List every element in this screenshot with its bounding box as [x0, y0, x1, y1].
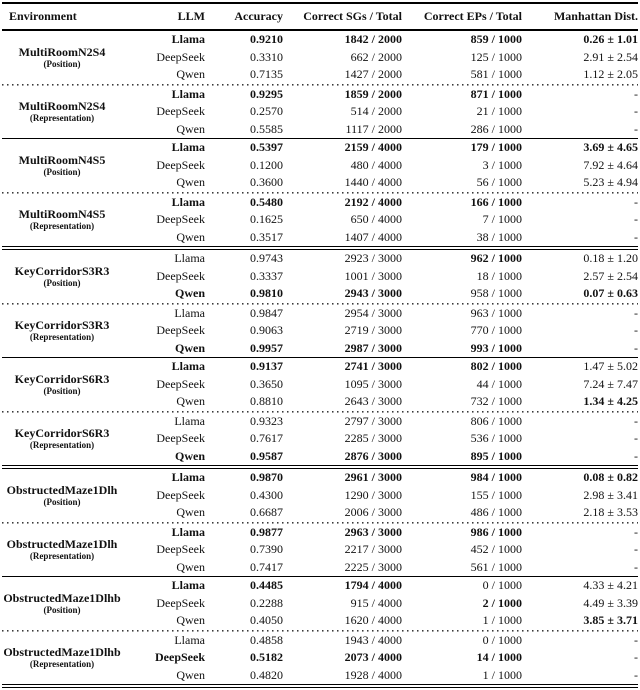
accuracy-cell: 0.9810: [250, 286, 283, 300]
correct-eps-cell: 18 / 1000: [476, 268, 522, 283]
accuracy-cell: 0.7135: [250, 67, 283, 81]
manhattan-dist-cell: 0.26 ± 1.01: [583, 32, 638, 46]
accuracy-cell: 0.9870: [250, 470, 283, 484]
correct-eps-cell: 986 / 1000: [470, 524, 522, 539]
accuracy-cell: 0.2570: [250, 104, 283, 118]
llm-cell: Qwen: [176, 175, 205, 189]
column-header-correct-eps: Correct EPs / Total: [402, 3, 522, 30]
environment-variant: (Position): [43, 604, 81, 615]
accuracy-cell: 0.9587: [250, 448, 283, 463]
environment-variant: (Position): [43, 58, 81, 69]
correct-sgs-cell: 2719 / 3000: [344, 323, 402, 337]
llm-cell: Llama: [171, 578, 205, 592]
accuracy-cell: 0.9743: [250, 251, 283, 265]
accuracy-cell: 0.3310: [250, 49, 283, 64]
correct-sgs-cell: 480 / 4000: [350, 157, 402, 172]
column-header-environment: Environment: [2, 3, 122, 30]
manhattan-dist-cell: 1.34 ± 4.25: [583, 394, 638, 408]
llm-cell: Qwen: [176, 613, 205, 627]
correct-eps-cell: 44 / 1000: [476, 376, 522, 391]
correct-sgs-cell: 2643 / 3000: [344, 394, 402, 408]
table-row: [2, 413, 638, 431]
correct-sgs-cell: 2217 / 3000: [344, 542, 402, 556]
environment-cell: [2, 250, 122, 303]
environment-cell: [2, 30, 122, 84]
correct-sgs-cell: 1842 / 2000: [344, 32, 402, 46]
accuracy-cell: 0.4485: [250, 578, 283, 592]
accuracy-cell: 0.7617: [250, 431, 283, 445]
correct-eps-cell: 3 / 1000: [482, 157, 522, 172]
environment-variant: (Representation): [29, 221, 95, 232]
llm-cell: Qwen: [175, 340, 205, 355]
correct-sgs-cell: 2954 / 3000: [344, 305, 402, 320]
correct-eps-cell: 962 / 1000: [470, 251, 522, 265]
separator-row: [2, 684, 638, 688]
correct-eps-cell: 125 / 1000: [470, 49, 522, 64]
llm-cell: Llama: [171, 194, 205, 209]
correct-sgs-cell: 2073 / 4000: [344, 650, 402, 664]
accuracy-cell: 0.9210: [250, 32, 283, 46]
manhattan-dist-cell: -: [634, 632, 638, 647]
manhattan-dist-cell: -: [634, 650, 638, 664]
llm-cell: Qwen: [176, 121, 205, 136]
manhattan-dist-cell: 2.98 ± 3.41: [583, 487, 638, 502]
environment-name: ObstructedMaze1Dlhb: [3, 645, 121, 660]
llm-cell: DeepSeek: [156, 542, 205, 556]
correct-sgs-cell: 1117 / 2000: [345, 121, 402, 136]
correct-eps-cell: 2 / 1000: [482, 595, 522, 610]
llm-cell: Qwen: [175, 286, 205, 300]
correct-eps-cell: 286 / 1000: [470, 121, 522, 136]
table-row: [2, 577, 638, 595]
correct-sgs-cell: 915 / 4000: [350, 595, 402, 610]
double-rule: [2, 684, 638, 688]
correct-eps-cell: 859 / 1000: [470, 32, 522, 46]
correct-sgs-cell: 1440 / 4000: [344, 175, 402, 189]
accuracy-cell: 0.9063: [250, 323, 283, 337]
correct-sgs-cell: 1290 / 3000: [344, 487, 402, 502]
environment-cell: [2, 305, 122, 358]
manhattan-dist-cell: 0.07 ± 0.63: [583, 286, 638, 300]
environment-variant: (Position): [43, 166, 81, 177]
environment-name: MultiRoomN4S5: [18, 207, 106, 222]
llm-cell: Llama: [174, 305, 205, 320]
correct-sgs-cell: 2876 / 3000: [344, 448, 402, 463]
correct-eps-cell: 56 / 1000: [476, 175, 522, 189]
environment-cell: [2, 413, 122, 466]
accuracy-cell: 0.5585: [250, 121, 283, 136]
correct-eps-cell: 732 / 1000: [470, 394, 522, 408]
manhattan-dist-cell: 3.69 ± 4.65: [583, 140, 638, 154]
accuracy-cell: 0.9295: [250, 86, 283, 101]
manhattan-dist-cell: 2.91 ± 2.54: [583, 49, 638, 64]
manhattan-dist-cell: 2.18 ± 3.53: [583, 505, 638, 519]
table-row: [2, 139, 638, 157]
correct-sgs-cell: 2923 / 3000: [344, 251, 402, 265]
llm-cell: DeepSeek: [156, 595, 205, 610]
llm-cell: Llama: [171, 86, 205, 101]
llm-cell: DeepSeek: [156, 431, 205, 445]
manhattan-dist-cell: 2.57 ± 2.54: [583, 268, 638, 283]
manhattan-dist-cell: -: [634, 340, 638, 355]
table-row: [2, 30, 638, 49]
correct-eps-cell: 0 / 1000: [482, 578, 522, 592]
correct-eps-cell: 802 / 1000: [470, 359, 522, 373]
correct-eps-cell: 536 / 1000: [470, 431, 522, 445]
table-row: [2, 632, 638, 650]
accuracy-cell: 0.7417: [250, 559, 283, 574]
correct-eps-cell: 963 / 1000: [470, 305, 522, 320]
llm-cell: Llama: [171, 470, 205, 484]
correct-sgs-cell: 2961 / 3000: [344, 470, 402, 484]
accuracy-cell: 0.9847: [250, 305, 283, 320]
llm-cell: DeepSeek: [156, 487, 205, 502]
correct-sgs-cell: 662 / 2000: [350, 49, 402, 64]
correct-eps-cell: 166 / 1000: [470, 194, 522, 209]
manhattan-dist-cell: -: [634, 559, 638, 574]
llm-cell: DeepSeek: [156, 104, 205, 118]
environment-variant: (Position): [43, 496, 81, 507]
llm-cell: DeepSeek: [156, 49, 205, 64]
llm-cell: DeepSeek: [156, 157, 205, 172]
table-row: [2, 358, 638, 376]
environment-name: KeyCorridorS6R3: [14, 371, 110, 386]
correct-eps-cell: 21 / 1000: [476, 104, 522, 118]
llm-cell: DeepSeek: [156, 323, 205, 337]
environment-cell: [2, 632, 122, 685]
accuracy-cell: 0.4858: [250, 632, 283, 647]
environment-name: KeyCorridorS3R3: [14, 318, 110, 333]
manhattan-dist-cell: 1.12 ± 2.05: [583, 67, 638, 81]
correct-eps-cell: 993 / 1000: [470, 340, 522, 355]
accuracy-cell: 0.7390: [250, 542, 283, 556]
accuracy-cell: 0.1625: [250, 212, 283, 226]
llm-cell: Llama: [174, 251, 205, 265]
correct-sgs-cell: 2159 / 4000: [344, 140, 402, 154]
manhattan-dist-cell: 3.85 ± 3.71: [583, 613, 638, 627]
llm-cell: DeepSeek: [156, 212, 205, 226]
llm-cell: Qwen: [176, 667, 205, 682]
correct-sgs-cell: 1943 / 4000: [344, 632, 402, 647]
accuracy-cell: 0.9877: [250, 524, 283, 539]
correct-eps-cell: 38 / 1000: [476, 229, 522, 244]
correct-sgs-cell: 2987 / 3000: [344, 340, 402, 355]
manhattan-dist-cell: 1.47 ± 5.02: [583, 359, 638, 373]
correct-eps-cell: 984 / 1000: [470, 470, 522, 484]
llm-cell: Llama: [171, 524, 205, 539]
manhattan-dist-cell: -: [634, 86, 638, 101]
accuracy-cell: 0.4050: [250, 613, 283, 627]
environment-variant: (Position): [43, 277, 81, 288]
accuracy-cell: 0.9323: [250, 413, 283, 428]
accuracy-cell: 0.3517: [250, 229, 283, 244]
correct-eps-cell: 486 / 1000: [470, 505, 522, 519]
correct-sgs-cell: 2192 / 4000: [344, 194, 402, 209]
correct-sgs-cell: 2943 / 3000: [344, 286, 402, 300]
correct-sgs-cell: 1001 / 3000: [344, 268, 402, 283]
manhattan-dist-cell: -: [634, 121, 638, 136]
correct-sgs-cell: 1928 / 4000: [344, 667, 402, 682]
llm-cell: DeepSeek: [156, 268, 205, 283]
llm-cell: Llama: [174, 413, 205, 428]
correct-sgs-cell: 1859 / 2000: [344, 86, 402, 101]
llm-cell: Qwen: [176, 67, 205, 81]
correct-sgs-cell: 1095 / 3000: [344, 376, 402, 391]
llm-cell: Llama: [171, 359, 205, 373]
manhattan-dist-cell: 4.49 ± 3.39: [583, 595, 638, 610]
correct-sgs-cell: 2225 / 3000: [344, 559, 402, 574]
correct-sgs-cell: 2006 / 3000: [344, 505, 402, 519]
environment-cell: [2, 577, 122, 630]
manhattan-dist-cell: -: [634, 104, 638, 118]
table-row: [2, 305, 638, 323]
column-header-manhattan-dist: Manhattan Dist.: [522, 3, 638, 30]
correct-eps-cell: 179 / 1000: [470, 140, 522, 154]
environment-name: KeyCorridorS3R3: [14, 263, 110, 278]
manhattan-dist-cell: -: [634, 323, 638, 337]
environment-variant: (Representation): [29, 113, 95, 124]
correct-sgs-cell: 2797 / 3000: [344, 413, 402, 428]
manhattan-dist-cell: -: [634, 667, 638, 682]
correct-eps-cell: 1 / 1000: [482, 613, 522, 627]
accuracy-cell: 0.5480: [250, 194, 283, 209]
correct-eps-cell: 7 / 1000: [482, 212, 522, 226]
correct-eps-cell: 895 / 1000: [470, 448, 522, 463]
correct-eps-cell: 0 / 1000: [482, 632, 522, 647]
environment-name: ObstructedMaze1Dlh: [6, 482, 118, 497]
correct-sgs-cell: 1427 / 2000: [344, 67, 402, 81]
header-row: [2, 3, 638, 30]
results-table: [2, 2, 638, 688]
accuracy-cell: 0.4300: [250, 487, 283, 502]
correct-sgs-cell: 650 / 4000: [350, 212, 402, 226]
llm-cell: Qwen: [176, 559, 205, 574]
accuracy-cell: 0.9137: [250, 359, 283, 373]
environment-name: ObstructedMaze1Dlhb: [3, 590, 121, 605]
accuracy-cell: 0.3650: [250, 376, 283, 391]
environment-variant: (Representation): [29, 551, 95, 562]
environment-cell: [2, 194, 122, 247]
table-row: [2, 86, 638, 104]
manhattan-dist-cell: 7.24 ± 7.47: [583, 376, 638, 391]
environment-variant: (Representation): [29, 332, 95, 343]
environment-name: MultiRoomN2S4: [18, 44, 106, 59]
environment-cell: [2, 469, 122, 522]
correct-eps-cell: 871 / 1000: [470, 86, 522, 101]
manhattan-dist-cell: 0.18 ± 1.20: [583, 251, 638, 265]
environment-cell: [2, 86, 122, 139]
manhattan-dist-cell: -: [634, 542, 638, 556]
manhattan-dist-cell: 7.92 ± 4.64: [583, 157, 638, 172]
table-row: [2, 469, 638, 487]
correct-eps-cell: 581 / 1000: [470, 67, 522, 81]
manhattan-dist-cell: 4.33 ± 4.21: [583, 578, 638, 592]
manhattan-dist-cell: -: [634, 524, 638, 539]
accuracy-cell: 0.8810: [250, 394, 283, 408]
correct-eps-cell: 806 / 1000: [470, 413, 522, 428]
manhattan-dist-cell: -: [634, 194, 638, 209]
correct-sgs-cell: 2285 / 3000: [344, 431, 402, 445]
llm-cell: Llama: [174, 632, 205, 647]
manhattan-dist-cell: -: [634, 212, 638, 226]
table-row: [2, 524, 638, 542]
accuracy-cell: 0.6687: [250, 505, 283, 519]
llm-cell: Qwen: [176, 229, 205, 244]
environment-name: MultiRoomN2S4: [18, 99, 106, 114]
correct-sgs-cell: 1407 / 4000: [344, 229, 402, 244]
table-row: [2, 250, 638, 268]
column-header-accuracy: Accuracy: [205, 3, 283, 30]
accuracy-cell: 0.3337: [250, 268, 283, 283]
column-header-correct-sgs: Correct SGs / Total: [283, 3, 402, 30]
correct-eps-cell: 561 / 1000: [470, 559, 522, 574]
llm-cell: Qwen: [176, 505, 205, 519]
environment-cell: [2, 524, 122, 577]
manhattan-dist-cell: -: [634, 305, 638, 320]
manhattan-dist-cell: -: [634, 229, 638, 244]
accuracy-cell: 0.1200: [250, 157, 283, 172]
correct-eps-cell: 1 / 1000: [482, 667, 522, 682]
environment-name: ObstructedMaze1Dlh: [6, 537, 118, 552]
accuracy-cell: 0.4820: [250, 667, 283, 682]
correct-eps-cell: 155 / 1000: [470, 487, 522, 502]
accuracy-cell: 0.3600: [250, 175, 283, 189]
environment-cell: [2, 358, 122, 411]
manhattan-dist-cell: -: [634, 413, 638, 428]
accuracy-cell: 0.9957: [250, 340, 283, 355]
manhattan-dist-cell: 0.08 ± 0.82: [583, 470, 638, 484]
correct-eps-cell: 452 / 1000: [470, 542, 522, 556]
manhattan-dist-cell: 5.23 ± 4.94: [583, 175, 638, 189]
table-row: [2, 194, 638, 212]
environment-name: MultiRoomN4S5: [18, 152, 106, 167]
environment-variant: (Representation): [29, 440, 95, 451]
correct-sgs-cell: 514 / 2000: [350, 104, 402, 118]
correct-eps-cell: 14 / 1000: [476, 650, 522, 664]
llm-cell: Qwen: [176, 394, 205, 408]
environment-cell: [2, 139, 122, 192]
correct-sgs-cell: 2963 / 3000: [344, 524, 402, 539]
accuracy-cell: 0.2288: [250, 595, 283, 610]
manhattan-dist-cell: -: [634, 448, 638, 463]
correct-sgs-cell: 1794 / 4000: [344, 578, 402, 592]
correct-sgs-cell: 1620 / 4000: [344, 613, 402, 627]
llm-cell: Qwen: [175, 448, 205, 463]
environment-variant: (Representation): [29, 659, 95, 670]
correct-eps-cell: 770 / 1000: [470, 323, 522, 337]
column-header-llm: LLM: [122, 3, 205, 30]
correct-eps-cell: 958 / 1000: [470, 286, 522, 300]
environment-variant: (Position): [43, 385, 81, 396]
llm-cell: Llama: [171, 140, 205, 154]
correct-sgs-cell: 2741 / 3000: [344, 359, 402, 373]
accuracy-cell: 0.5182: [250, 650, 283, 664]
environment-name: KeyCorridorS6R3: [14, 426, 110, 441]
llm-cell: DeepSeek: [156, 376, 205, 391]
accuracy-cell: 0.5397: [250, 140, 283, 154]
llm-cell: DeepSeek: [155, 650, 205, 664]
llm-cell: Llama: [171, 32, 205, 46]
manhattan-dist-cell: -: [634, 431, 638, 445]
